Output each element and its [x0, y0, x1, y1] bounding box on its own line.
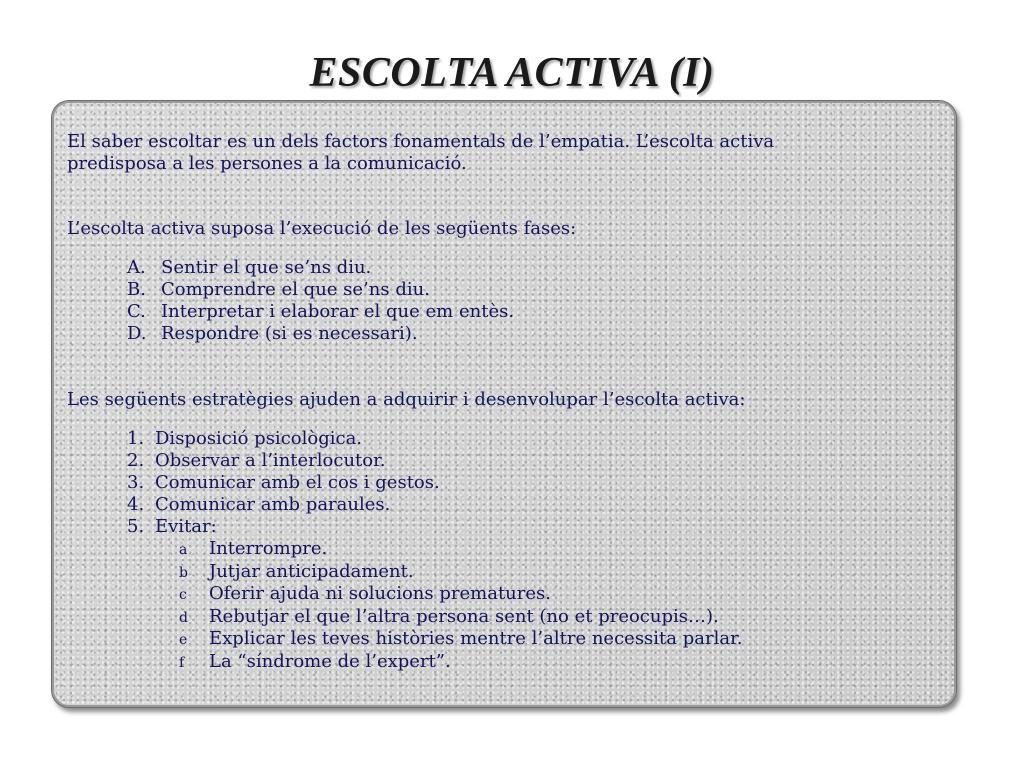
intro-line-1: El saber escoltar es un dels factors fonamentals de l’empatia. L’escolta activa — [67, 131, 775, 152]
avoid-item — [67, 606, 947, 629]
phase-label: A. — [127, 257, 146, 278]
strategy-label: 4. — [127, 494, 145, 515]
strategy-item — [67, 450, 947, 472]
avoid-text: Jutjar anticipadament. — [209, 560, 414, 582]
avoid-text: Rebutjar el que l’altra persona sent (no et preocupis…). — [209, 605, 719, 627]
strategy-item — [67, 494, 947, 516]
phase-item — [67, 323, 947, 345]
avoid-item — [67, 628, 947, 651]
avoid-label: d — [179, 609, 188, 626]
strategy-text: Comunicar amb paraules. — [155, 494, 391, 515]
strategy-text: Observar a l’interlocutor. — [155, 450, 386, 471]
avoid-label: c — [179, 587, 187, 603]
phase-item — [67, 257, 947, 279]
strategy-label: 5. — [127, 516, 145, 537]
strategy-label: 3. — [127, 472, 145, 493]
phase-label: C. — [127, 301, 146, 322]
avoid-text: La “síndrome de l’expert”. — [209, 650, 451, 672]
strategy-text: Disposició psicològica. — [155, 428, 363, 449]
strategy-label: 2. — [127, 450, 145, 471]
avoid-label: f — [179, 654, 185, 671]
strategy-label: 1. — [127, 428, 145, 449]
phase-text: Respondre (si es necessari). — [161, 323, 418, 344]
avoid-item — [67, 561, 947, 584]
strategy-item — [67, 428, 947, 450]
avoid-item — [67, 538, 947, 561]
phases-heading: L’escolta activa suposa l’execució de les següents fases: — [67, 218, 577, 239]
avoid-text: Interrompre. — [209, 538, 328, 559]
phase-text: Comprendre el que se’ns diu. — [161, 279, 430, 300]
avoid-item — [67, 583, 947, 606]
avoid-label: e — [179, 632, 188, 648]
avoid-item — [67, 651, 947, 674]
phase-text: Interpretar i elaborar el que em entès. — [161, 301, 515, 322]
slide-title: ESCOLTA ACTIVA (I) — [309, 50, 715, 96]
strategy-text: Evitar: — [155, 516, 217, 537]
phase-item — [67, 279, 947, 301]
phase-label: B. — [127, 279, 146, 300]
strategy-text: Comunicar amb el cos i gestos. — [155, 472, 440, 493]
avoid-text: Explicar les teves històries mentre l’altre necessita parlar. — [209, 628, 743, 649]
strategies-heading: Les següents estratègies ajuden a adquirir i desenvolupar l’escolta activa: — [67, 389, 746, 410]
slide-body — [67, 131, 947, 673]
avoid-label: a — [179, 542, 188, 558]
strategy-item — [67, 516, 947, 538]
avoid-label: b — [179, 564, 188, 581]
intro-line-2: predisposa a les persones a la comunicació. — [67, 153, 467, 174]
phase-label: D. — [127, 323, 147, 344]
phase-text: Sentir el que se’ns diu. — [161, 257, 372, 278]
avoid-text: Oferir ajuda ni solucions prematures. — [209, 583, 551, 604]
strategy-item — [67, 472, 947, 494]
phase-item — [67, 301, 947, 323]
